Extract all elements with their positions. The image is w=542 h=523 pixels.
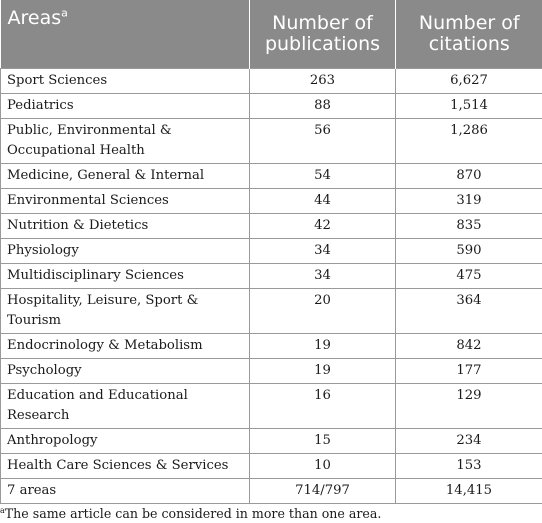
area-name-line1: Medicine, General & Internal <box>7 168 205 183</box>
area-name-line1: Endocrinology & Metabolism <box>7 338 203 353</box>
header-publications-line1: Number of <box>272 12 373 34</box>
area-name-line1: Anthropology <box>7 433 98 448</box>
table-row <box>1 69 542 94</box>
citations-cell: 590 <box>396 239 542 264</box>
area-cell <box>1 189 250 214</box>
area-name-line1: Pediatrics <box>7 98 74 113</box>
area-name-line1: Hospitality, Leisure, Sport & <box>7 293 199 308</box>
header-citations-line2: citations <box>428 33 510 55</box>
area-cell <box>1 384 250 429</box>
table-row <box>1 454 542 479</box>
citations-cell: 177 <box>396 359 542 384</box>
publications-cell: 44 <box>250 189 396 214</box>
citations-cell: 870 <box>396 164 542 189</box>
table-row <box>1 479 542 504</box>
area-name-line1: Nutrition & Dietetics <box>7 218 149 233</box>
publications-cell: 10 <box>250 454 396 479</box>
citations-cell: 14,415 <box>396 479 542 504</box>
footnote-text: The same article can be considered in more than one area. <box>4 506 382 521</box>
area-cell <box>1 429 250 454</box>
citations-cell: 1,514 <box>396 94 542 119</box>
citations-cell: 835 <box>396 214 542 239</box>
publications-cell: 19 <box>250 359 396 384</box>
header-areas-label: Areas <box>7 7 62 29</box>
area-cell <box>1 164 250 189</box>
area-cell <box>1 239 250 264</box>
area-name-line2: Occupational Health <box>7 143 145 158</box>
publications-cell: 16 <box>250 384 396 429</box>
publications-cell: 88 <box>250 94 396 119</box>
citations-cell: 1,286 <box>396 119 542 164</box>
table-row <box>1 119 542 164</box>
table-footnote <box>0 506 381 522</box>
publications-cell: 714/797 <box>250 479 396 504</box>
table-row <box>1 164 542 189</box>
area-cell <box>1 94 250 119</box>
publications-cell: 20 <box>250 289 396 334</box>
area-cell <box>1 264 250 289</box>
area-name-line2: Tourism <box>7 313 61 328</box>
area-cell <box>1 454 250 479</box>
area-cell <box>1 359 250 384</box>
citations-cell: 319 <box>396 189 542 214</box>
header-citations <box>396 0 542 69</box>
publications-cell: 19 <box>250 334 396 359</box>
publications-cell: 54 <box>250 164 396 189</box>
publications-cell: 42 <box>250 214 396 239</box>
citations-cell: 153 <box>396 454 542 479</box>
citations-cell: 234 <box>396 429 542 454</box>
table-row <box>1 189 542 214</box>
header-areas <box>1 0 250 69</box>
area-cell <box>1 214 250 239</box>
area-name-line1: Physiology <box>7 243 79 258</box>
area-name-line1: Multidisciplinary Sciences <box>7 268 184 283</box>
table-row <box>1 334 542 359</box>
table-row <box>1 239 542 264</box>
area-name-line1: Psychology <box>7 363 82 378</box>
area-cell <box>1 119 250 164</box>
table-row <box>1 94 542 119</box>
area-name-line1: Environmental Sciences <box>7 193 169 208</box>
area-name-line2: Research <box>7 408 70 423</box>
area-name-line1: Education and Educational <box>7 388 188 403</box>
publications-cell: 15 <box>250 429 396 454</box>
table-row <box>1 214 542 239</box>
table-row <box>1 359 542 384</box>
header-publications <box>250 0 396 69</box>
header-row <box>1 0 542 69</box>
header-citations-line1: Number of <box>418 12 520 34</box>
area-cell <box>1 334 250 359</box>
header-publications-line2: publications <box>264 33 381 55</box>
citations-cell: 129 <box>396 384 542 429</box>
area-cell <box>1 289 250 334</box>
area-name-line1: Health Care Sciences & Services <box>7 458 229 473</box>
footnote-mark: a <box>0 505 5 515</box>
publications-cell: 56 <box>250 119 396 164</box>
citations-cell: 842 <box>396 334 542 359</box>
area-cell <box>1 479 250 504</box>
citations-cell: 6,627 <box>396 69 542 94</box>
table-row <box>1 384 542 429</box>
table-header <box>1 0 542 69</box>
area-name-line1: Public, Environmental & <box>7 123 172 138</box>
table-body <box>1 69 542 504</box>
area-name-line1: 7 areas <box>7 483 57 498</box>
header-areas-footnote-mark: a <box>61 6 68 20</box>
publications-cell: 34 <box>250 239 396 264</box>
area-cell <box>1 69 250 94</box>
table-row <box>1 264 542 289</box>
publications-cell: 34 <box>250 264 396 289</box>
table-row <box>1 429 542 454</box>
citations-cell: 364 <box>396 289 542 334</box>
table-row <box>1 289 542 334</box>
citations-cell: 475 <box>396 264 542 289</box>
publications-cell: 263 <box>250 69 396 94</box>
area-name-line1: Sport Sciences <box>7 73 108 88</box>
